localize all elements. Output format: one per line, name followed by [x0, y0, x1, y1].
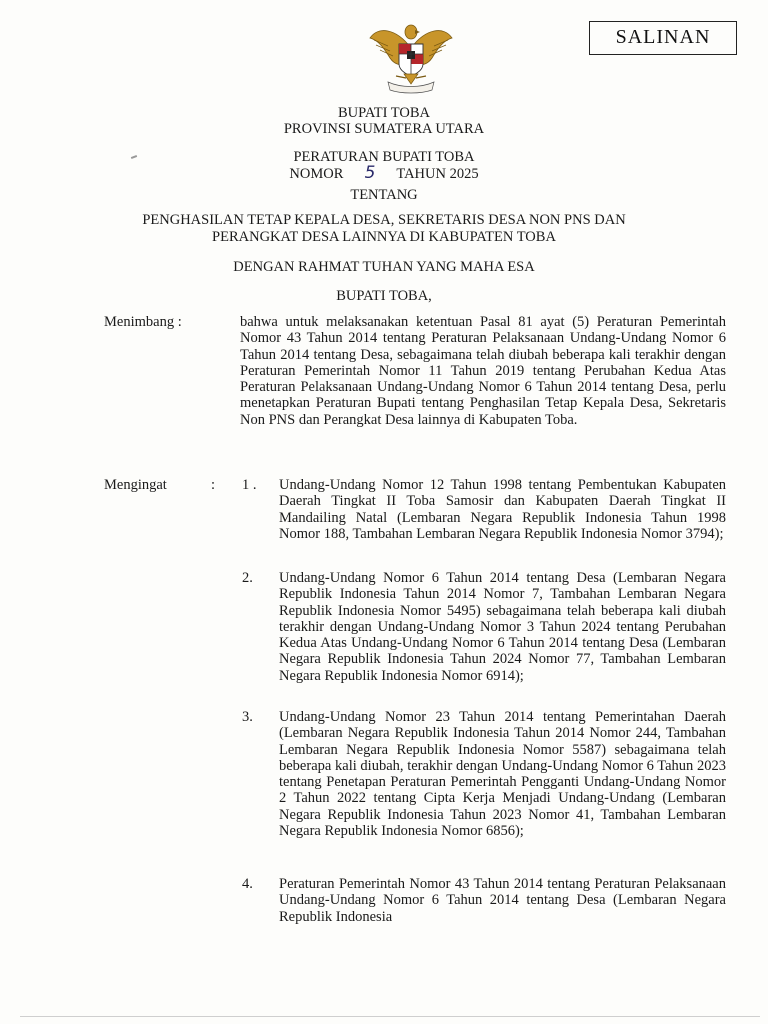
mengingat-item-number: 4. — [242, 876, 253, 892]
subject-line-1: PENGHASILAN TETAP KEPALA DESA, SEKRETARIS DESA NON PNS DAN — [142, 212, 626, 228]
regulation-title: PERATURAN BUPATI TOBA — [293, 149, 475, 165]
regulation-number-line — [0, 163, 768, 183]
mengingat-item-text: Undang-Undang Nomor 23 Tahun 2014 tentang Pemerintahan Daerah (Lembaran Negara Republik Indonesia Tahun 2014 Nomor 244, Tambahan Lembaran Negara Republik Indonesia Nomor 5587) sebagaimana telah beberapa kali diubah, terakhir dengan Undang-Undang Nomor 6 Tahun 2023 tentang Penetapan Peraturan Pemerintah Pengganti Undang-Undang Nomor 2 Tahun 2022 tentang Cipta Kerja Menjadi Undang-Undang (Lembaran Negara Republik Indonesia Tahun 2023 Nomor 41, Tambahan Lembaran Negara Republik Indonesia Nomor 6856); — [279, 709, 726, 840]
page-bottom-edge — [20, 1016, 760, 1017]
issuer-signature-heading: BUPATI TOBA, — [336, 288, 432, 304]
mengingat-item-text: Peraturan Pemerintah Nomor 43 Tahun 2014 tentang Peraturan Pelaksanaan Undang-Undang Nomor 6 Tahun 2014 tentang Desa (Lembaran Negara Republik Indonesia — [279, 876, 726, 925]
mengingat-item-number: 2. — [242, 570, 253, 586]
garuda-emblem-icon — [366, 18, 456, 98]
menimbang-text: bahwa untuk melaksanakan ketentuan Pasal 81 ayat (5) Peraturan Pemerintah Nomor 43 Tahun 2014 tentang Peraturan Pelaksanaan Undang-Undang Nomor 6 Tahun 2014 tentang Desa, sebagaimana telah diubah beberapa kali terakhir dengan Peraturan Pemerintah Nomor 11 Tahun 2019 tentang Perubahan Kedua Atas Peraturan Pelaksanaan Undang-Undang Nomor 6 Tahun 2014 tentang Desa, perlu menetapkan Peraturan Bupati tentang Penghasilan Tetap Kepala Desa, Sekretaris Non PNS dan Perangkat Desa lainnya di Kabupaten Toba. — [240, 314, 726, 428]
mengingat-item-text: Undang-Undang Nomor 12 Tahun 1998 tentang Pembentukan Kabupaten Daerah Tingkat II Toba Samosir dan Kabupaten Daerah Tingkat II Mandailing Natal (Lembaran Negara Republik Indonesia Tahun 1998 Nomor 188, Tambahan Lembaran Negara Republik Indonesia Nomor 3794); — [279, 477, 726, 542]
mengingat-item-text: Undang-Undang Nomor 6 Tahun 2014 tentang Desa (Lembaran Negara Republik Indonesia Tahun 2014 Nomor 7, Tambahan Lembaran Negara Republik Indonesia Nomor 5495) sebagaimana telah beberapa kali diubah terakhir dengan Undang-Undang Nomor 3 Tahun 2024 tentang Perubahan Kedua Atas Undang-Undang Nomor 6 Tahun 2014 tentang Desa (Lembaran Negara Republik Indonesia Tahun 2024 Nomor 77, Tambahan Lembaran Negara Republik Indonesia Nomor 6914); — [279, 570, 726, 684]
salinan-stamp: SALINAN — [589, 21, 737, 55]
menimbang-label: Menimbang : — [104, 314, 182, 330]
nomor-value: 5 — [364, 163, 376, 183]
mengingat-item-number: 1 . — [242, 477, 257, 493]
invocation: DENGAN RAHMAT TUHAN YANG MAHA ESA — [233, 259, 535, 275]
tahun-label: TAHUN 2025 — [396, 166, 479, 182]
province-heading: PROVINSI SUMATERA UTARA — [283, 121, 485, 137]
issuer-heading: BUPATI TOBA — [338, 105, 430, 121]
nomor-label: NOMOR — [289, 166, 344, 182]
subject-line-2: PERANGKAT DESA LAINNYA DI KABUPATEN TOBA — [212, 229, 556, 245]
tentang-heading: TENTANG — [350, 187, 418, 203]
mengingat-colon: : — [211, 477, 216, 493]
mengingat-item-number: 3. — [242, 709, 253, 725]
mengingat-label: Mengingat — [104, 477, 167, 493]
